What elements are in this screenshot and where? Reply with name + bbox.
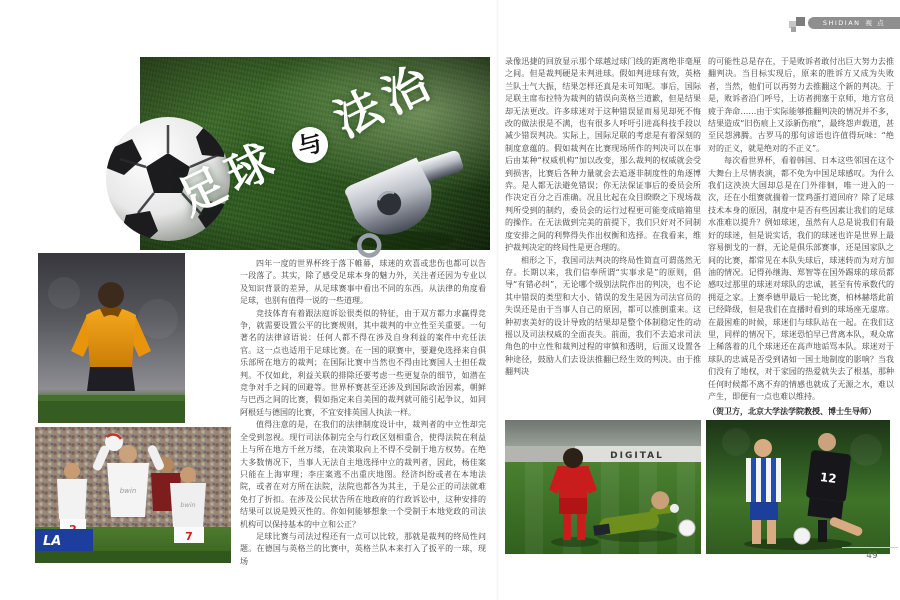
article-column-left <box>240 258 486 564</box>
page-gutter <box>496 0 499 600</box>
page-number: 49 <box>866 551 878 561</box>
photo-header-duel-art <box>35 427 231 563</box>
section-name-en: SHIDIAN <box>822 18 861 27</box>
article-column-middle <box>505 56 701 406</box>
checker-decoration-icon <box>789 15 805 31</box>
photo-header-duel <box>35 427 231 563</box>
title-conj: 与 <box>294 128 326 162</box>
photo-striker-goalkeeper-art <box>505 420 701 554</box>
paragraph: 录像迅捷的回放显示那个球越过球门线的距离绝非毫厘之间。但是裁判硬是未判进球。假如判进球有效，英格兰队士气大振，结果怎样还真是未可知呢。事后，国际足联主席布拉特为裁判的错误向英格兰道歉，但是结果却无法更改。许多球迷对于这种错误显而易见却死不悔改的做法很是不满，也有很多人呼吁引进高科技手段以减少错误判决。实际上，国际足联的考虑是有着深刻的制度意蕴的。假如裁判在比赛现场所作的判决可以在事后由某种“权威机构”加以改变，那么裁判的权威就会受到损害，比赛后各种力量就会去追逐非制度性的角逐博弈。是人都无法避免错误；你无法保证事后的委员会所作决定百分之百准确。况且比起在众目睽睽之下现场裁判所受到的制约，委员会的运行过程更可能变成暗箱里的操作。在无法做到完美的前提下，我们只好对不同制度安排之间的利弊得失作出权衡和选择。在我看来，维护裁判决定的终局性是更合理的。 <box>505 57 701 253</box>
photo-kneeling-player-art <box>38 253 185 423</box>
ad-board-LA: LA <box>43 534 62 549</box>
footer-rule <box>842 547 898 548</box>
jersey-number-12: 12 <box>819 470 838 486</box>
jersey-number-7: 7 <box>185 530 193 543</box>
paragraph: 足球比赛与司法过程还有一点可以比较，那就是裁判的终局性问题。在德国与英格兰的比赛中，英格兰队本来打入了扳平的一球，现场 <box>240 531 486 566</box>
photo-striker-and-goalkeeper <box>505 420 701 554</box>
title-conjunction-badge <box>288 123 332 167</box>
paragraph: 的可能性总是存在，于是败诉者敢付出巨大努力去推翻判决。当目标实现后，原来的胜诉方又成为失败者，当然，他们可以再努力去推翻这个新的判决。于是，败诉者沿门呼号，上访者拥塞于京师，地方官员疲于奔命……由于实际能够推翻判决的情况并不多，结果造成“旧伤痕上又添新伤痕”，最终怨声载道，甚至民怨沸腾。古罗马的那句谚语也许值得玩味：“绝对的正义，就是绝对的不正义”。 <box>708 57 894 153</box>
author-attribution: （贺卫方，北京大学法学院教授、博士生导师） <box>708 407 876 417</box>
photo-tackle-duel-art <box>706 420 890 554</box>
article-title <box>169 52 500 241</box>
photo-tackle-duel <box>706 420 890 554</box>
title-part2: 法治 <box>325 52 445 148</box>
sponsor-bwin-2: bwin <box>180 501 196 509</box>
section-header-bar <box>808 17 900 29</box>
paragraph: 竞技体育有着跟法庭诉讼很类似的特征，由于双方都力求赢得竞争，就需要设置公平的比赛规则，其中裁判的中立性至关重要。一句著名的法律谚语说：任何人都不得在涉及自身利益的案件中充任法官。这一点也适用于足球比赛。在一国的联赛中，要避免选择来自俱乐部所在地方的裁判；在国际比赛中当然也不得由比赛国人士担任裁判。不仅如此，利益关联的排除还要考虑一些更复杂的细节，如潜在竞争对手之间的回避等。世界杯赛甚至还涉及到国际政治因素，朝鲜与巴西之间的比赛，假如指定来自美国的裁判就可能引起争议，如同阿根廷与德国的比赛，不宜安排英国人执法一样。 <box>240 308 486 417</box>
paragraph: 值得注意的是，在我们的法律制度设计中，裁判者的中立性却完全受到忽视。现行司法体制完全与行政区划相重合，使得法院在利益上与所在地方千丝万缕，在决策取向上不得不受制于地方权势。在绝大多数情况下，当事人无法自主地选择中立的裁判者，因此，杨佳案只能在上海审理；李庄案逃不出重庆地图。经济纠纷或者在本地法院，或者在对方所在法院，法院也都各为其主，于是公正的司法就难免打了折扣。在涉及公民状告所在地政府的行政诉讼中，这种安排的结果可以说是毁灭性的。你如何能够想象一个受制于本地党政的司法机构可以保持基本的中立和公正？ <box>240 420 486 529</box>
section-name-cn: 视 点 <box>865 18 886 27</box>
ad-board-digital: DIGITAL <box>610 451 664 461</box>
hero-image <box>140 52 490 250</box>
article-column-right <box>708 56 894 417</box>
photo-kneeling-player <box>38 253 185 423</box>
title-part1: 足球 <box>169 130 289 226</box>
sponsor-bwin: bwin <box>119 487 137 495</box>
paragraph: 相形之下，我国司法判决的终局性简直可谓荡然无存。长期以来，我们信奉所谓“实事求是”的原则，倡导“有错必纠”，无论哪个级别法院作出的判决，也不论其中错误的类型和大小、错误的发生是因为司法官员的失误还是由于当事人自己的原因，都可以推倒重来。这种初衷美好的设计导致的结果却是整个体制稳定性的动摇以及司法权威的全面丧失。前面，我们不去追求司法角色的中立性和裁判过程的审慎和透明，后面又设置各种途径，鼓励人们去设法推翻已经生效的判决。由于推翻判决 <box>505 255 701 377</box>
paragraph: 每次看世界杯，看着韩国、日本这些邻国在这个大舞台上尽情表演，都不免为中国足球感叹。为什么我们这泱泱大国却总是在门外徘徊，唯一进入的一次，还在小组赛就揣着一筐鸡蛋打道回府？除了足球技术本身的原因，制度中是否有些因素让我们的足球水准难以提升？例如球迷，虽然有人总是说我们有最好的球迷，但是说实话，我们的球迷也许是世界上最容易倒戈的一群，无论是俱乐部赛事，还是国家队之间的比赛，都常见在本队失球后，球迷转而为对方加油的情况。记得孙继海、郑智等在国外踢球的球员都感叹过那里的球迷对球队的忠诚，甚至有传承数代的拥趸之家。上赛季德甲最后一轮比赛，柏林赫塔此前已经降级，但是我们在直播时看到的球场座无虚席。在最困难的时候，球迷们与球队站在一起。在我们这里，同样的情况下，球迷恐怕早已背离本队，观众席上稀落着的几个球迷还在高声地诟骂本队。球迷对于球队的忠诚是否受到诸如一国土地制度的影响？当我们没有了地权，对于家园的热爱就失去了根基，那种任何时候都不离不弃的情感也就成了无源之水，难以产生，即便有一点也难以维持。 <box>708 156 894 401</box>
paragraph: 四年一度的世界杯终于落下帷幕，球迷的欢喜或悲伤也都可以告一段落了。其实，除了感受足球本身的魅力外，关注者还因为专业以及知识背景的差异，从足球赛事中看出不同的东西。从法律的角度看足球，也别有值得一说的一些道理。 <box>240 259 486 306</box>
